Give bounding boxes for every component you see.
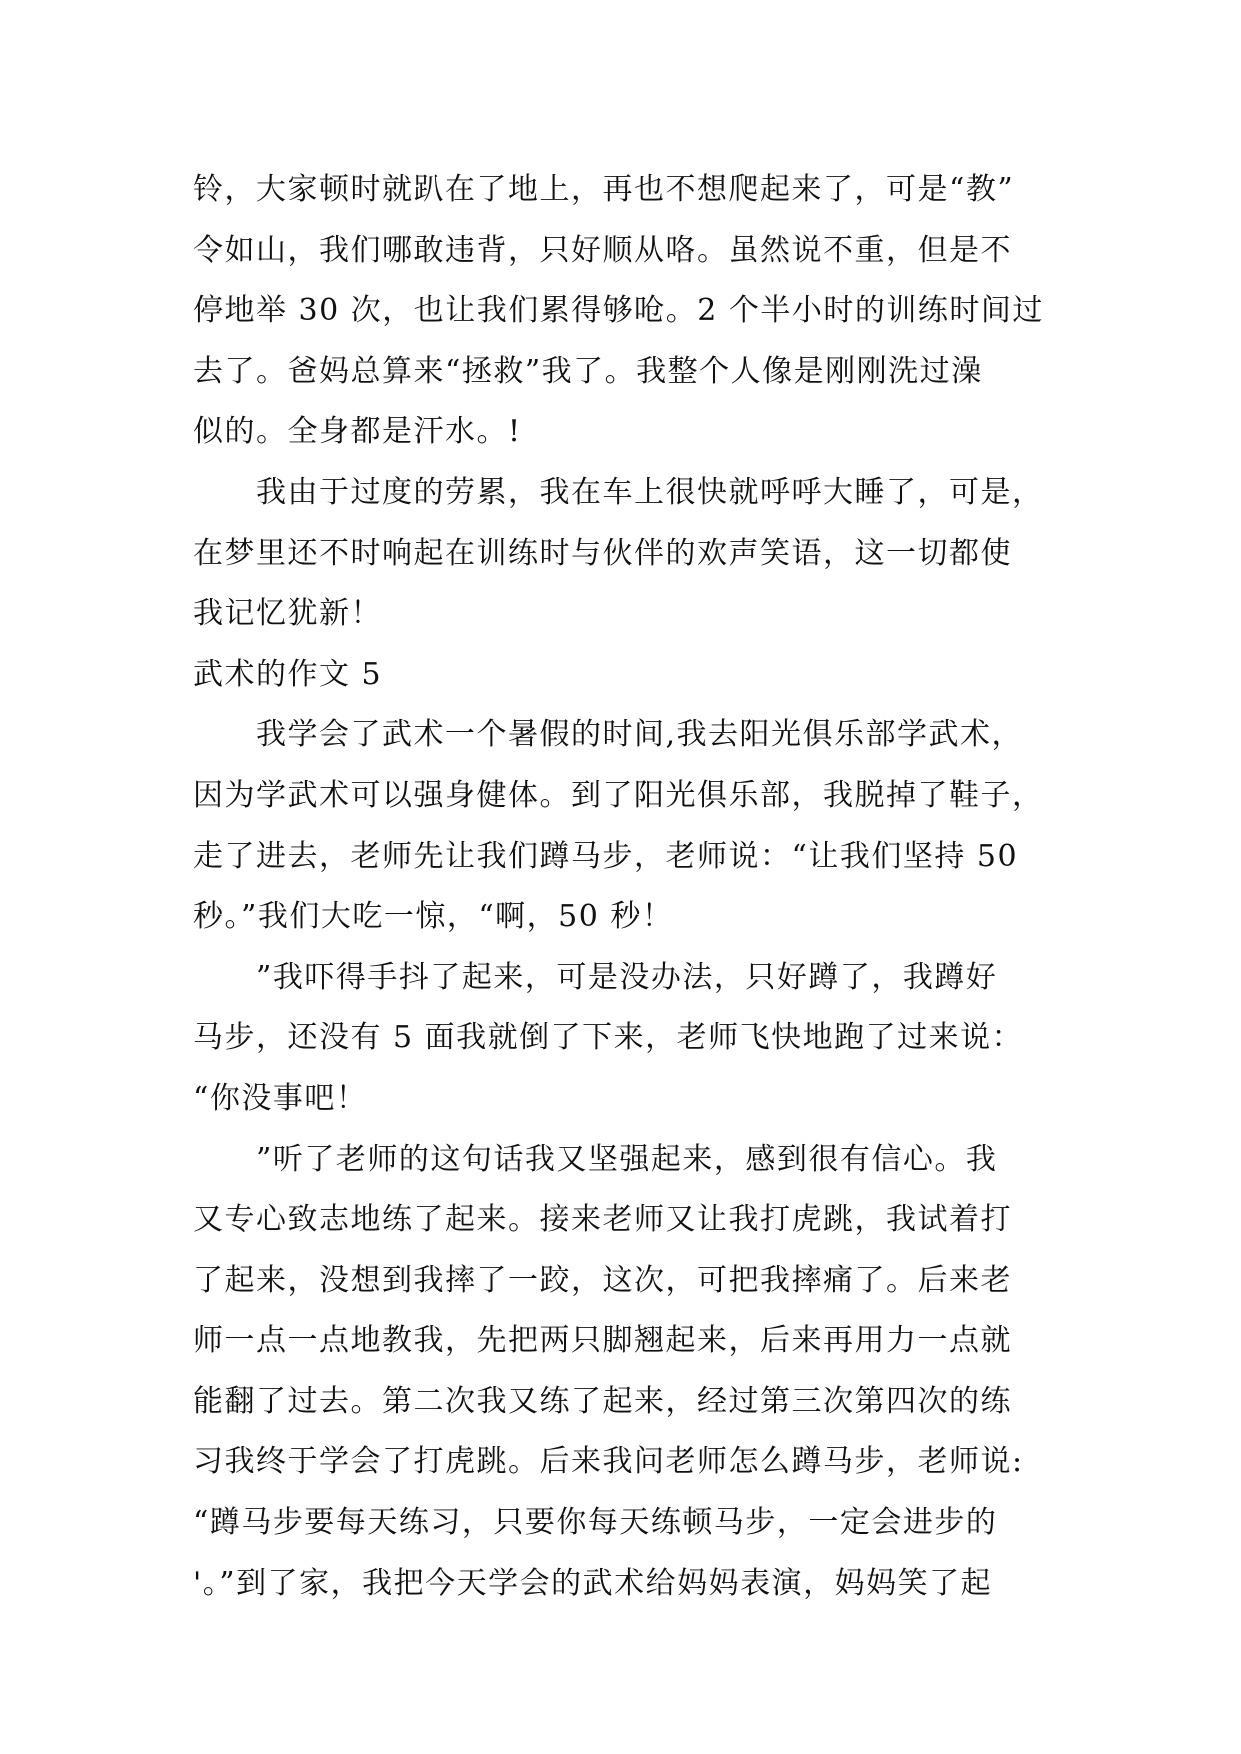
text-line: 我由于过度的劳累，我在车上很快就呼呼大睡了，可是， xyxy=(193,474,1044,510)
text-line: 我学会了武术一个暑假的时间,我去阳光俱乐部学武术， xyxy=(193,717,1024,753)
text-line: '。”到了家，我把今天学会的武术给妈妈表演，妈妈笑了起 xyxy=(193,1565,993,1601)
text-line: 走了进去，老师先让我们蹲马步，老师说：“让我们坚持 50 xyxy=(193,838,1019,874)
text-line: 秒。”我们大吃一惊，“啊，50 秒！ xyxy=(193,899,674,935)
text-line: 去了。爸妈总算来“拯救”我了。我整个人像是刚刚洗过澡 xyxy=(193,353,983,389)
text-line: 铃，大家顿时就趴在了地上，再也不想爬起来了，可是“教” xyxy=(193,172,1015,207)
text-line: 似的。全身都是汗水。! xyxy=(193,414,522,450)
text-line: 习我终于学会了打虎跳。后来我问老师怎么蹲马步，老师说: xyxy=(193,1444,1024,1480)
text-line: 停地举 30 次，也让我们累得够呛。2 个半小时的训练时间过 xyxy=(193,293,1044,329)
text-line: 又专心致志地练了起来。接来老师又让我打虎跳，我试着打 xyxy=(193,1202,1012,1238)
text-line: 师一点一点地教我，先把两只脚翘起来，后来再用力一点就 xyxy=(193,1323,1012,1359)
text-line: 因为学武术可以强身健体。到了阳光俱乐部，我脱掉了鞋子， xyxy=(193,777,1044,813)
text-line: 我记忆犹新！ xyxy=(193,596,382,632)
text-line: 能翻了过去。第二次我又练了起来，经过第三次第四次的练 xyxy=(193,1383,1012,1419)
text-line: “蹲马步要每天练习，只要你每天练顿马步，一定会进步的 xyxy=(193,1505,998,1541)
text-line: 在梦里还不时响起在训练时与伙伴的欢声笑语，这一切都使 xyxy=(193,535,1012,571)
essay-text xyxy=(193,160,1053,1614)
text-line: ”我吓得手抖了起来，可是没办法，只好蹲了，我蹲好 xyxy=(193,959,998,995)
text-line: “你没事吧！ xyxy=(193,1080,368,1116)
text-line: ”听了老师的这句话我又坚强起来，感到很有信心。我 xyxy=(193,1141,998,1177)
text-line: 令如山，我们哪敢违背，只好顺从咯。虽然说不重，但是不 xyxy=(193,232,1012,268)
text-line: 马步，还没有 5 面我就倒了下来，老师飞快地跑了过来说： xyxy=(193,1020,1024,1056)
text-line: 了起来，没想到我摔了一跤，这次，可把我摔痛了。后来老 xyxy=(193,1262,1012,1298)
section-heading: 武术的作文 5 xyxy=(193,656,383,692)
